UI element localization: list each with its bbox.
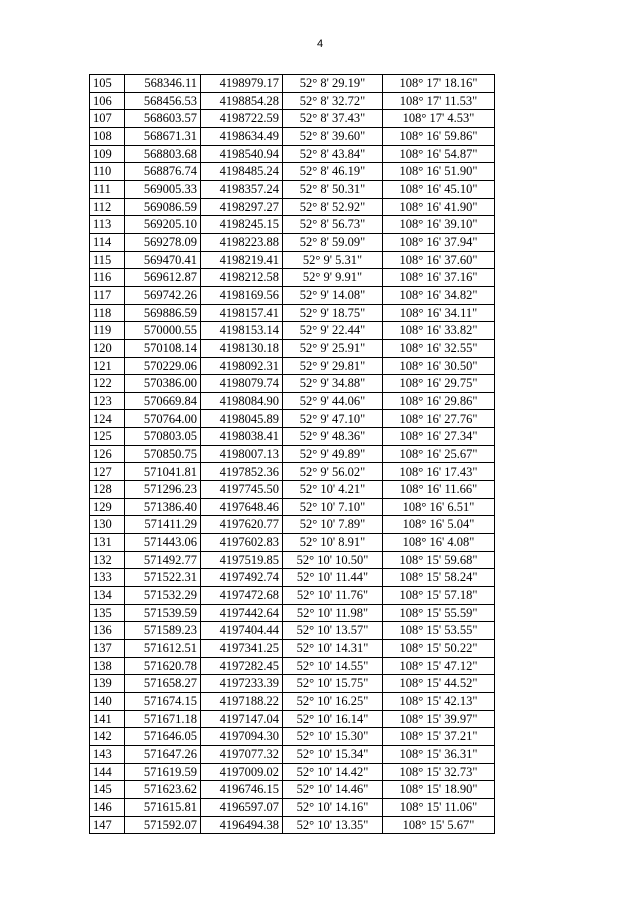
- table-row: [90, 357, 495, 375]
- longitude-cell: 108° 16' 37.94": [383, 233, 495, 251]
- x-coordinate-cell: 571674.15: [125, 692, 201, 710]
- longitude-cell: 108° 16' 5.04": [383, 516, 495, 534]
- latitude-cell: 52° 9' 14.08": [283, 286, 383, 304]
- y-coordinate-cell: 4196494.38: [201, 816, 283, 834]
- longitude-cell: 108° 15' 11.06": [383, 798, 495, 816]
- x-coordinate-cell: 569005.33: [125, 180, 201, 198]
- point-number-cell: 111: [90, 180, 125, 198]
- latitude-cell: 52° 10' 14.42": [283, 763, 383, 781]
- x-coordinate-cell: 570000.55: [125, 322, 201, 340]
- latitude-cell: 52° 10' 7.10": [283, 498, 383, 516]
- point-number-cell: 133: [90, 569, 125, 587]
- point-number-cell: 109: [90, 145, 125, 163]
- longitude-cell: 108° 16' 30.50": [383, 357, 495, 375]
- longitude-cell: 108° 15' 59.68": [383, 551, 495, 569]
- latitude-cell: 52° 10' 7.89": [283, 516, 383, 534]
- latitude-cell: 52° 10' 13.35": [283, 816, 383, 834]
- longitude-cell: 108° 16' 6.51": [383, 498, 495, 516]
- table-row: [90, 375, 495, 393]
- x-coordinate-cell: 569612.87: [125, 269, 201, 287]
- latitude-cell: 52° 10' 15.30": [283, 728, 383, 746]
- x-coordinate-cell: 568876.74: [125, 163, 201, 181]
- point-number-cell: 138: [90, 657, 125, 675]
- point-number-cell: 114: [90, 233, 125, 251]
- point-number-cell: 128: [90, 481, 125, 499]
- x-coordinate-cell: 571296.23: [125, 481, 201, 499]
- latitude-cell: 52° 10' 10.50": [283, 551, 383, 569]
- longitude-cell: 108° 16' 34.11": [383, 304, 495, 322]
- point-number-cell: 113: [90, 216, 125, 234]
- latitude-cell: 52° 10' 14.55": [283, 657, 383, 675]
- y-coordinate-cell: 4198212.58: [201, 269, 283, 287]
- table-row: [90, 392, 495, 410]
- table-row: [90, 498, 495, 516]
- x-coordinate-cell: 570386.00: [125, 375, 201, 393]
- latitude-cell: 52° 8' 59.09": [283, 233, 383, 251]
- table-row: [90, 75, 495, 93]
- latitude-cell: 52° 10' 13.57": [283, 622, 383, 640]
- x-coordinate-cell: 571589.23: [125, 622, 201, 640]
- point-number-cell: 120: [90, 339, 125, 357]
- latitude-cell: 52° 9' 49.89": [283, 445, 383, 463]
- x-coordinate-cell: 569086.59: [125, 198, 201, 216]
- y-coordinate-cell: 4197094.30: [201, 728, 283, 746]
- table-row: [90, 322, 495, 340]
- latitude-cell: 52° 9' 5.31": [283, 251, 383, 269]
- table-row: [90, 675, 495, 693]
- y-coordinate-cell: 4196746.15: [201, 781, 283, 799]
- table-row: [90, 745, 495, 763]
- longitude-cell: 108° 15' 32.73": [383, 763, 495, 781]
- point-number-cell: 132: [90, 551, 125, 569]
- point-number-cell: 117: [90, 286, 125, 304]
- table-row: [90, 516, 495, 534]
- y-coordinate-cell: 4198485.24: [201, 163, 283, 181]
- coordinates-table-body: [90, 75, 495, 834]
- x-coordinate-cell: 571612.51: [125, 640, 201, 658]
- y-coordinate-cell: 4198007.13: [201, 445, 283, 463]
- longitude-cell: 108° 16' 41.90": [383, 198, 495, 216]
- y-coordinate-cell: 4197009.02: [201, 763, 283, 781]
- x-coordinate-cell: 568803.68: [125, 145, 201, 163]
- latitude-cell: 52° 9' 44.06": [283, 392, 383, 410]
- longitude-cell: 108° 15' 39.97": [383, 710, 495, 728]
- latitude-cell: 52° 10' 11.98": [283, 604, 383, 622]
- longitude-cell: 108° 15' 37.21": [383, 728, 495, 746]
- x-coordinate-cell: 569205.10: [125, 216, 201, 234]
- y-coordinate-cell: 4197620.77: [201, 516, 283, 534]
- longitude-cell: 108° 15' 42.13": [383, 692, 495, 710]
- table-row: [90, 251, 495, 269]
- x-coordinate-cell: 571539.59: [125, 604, 201, 622]
- table-row: [90, 816, 495, 834]
- table-row: [90, 763, 495, 781]
- x-coordinate-cell: 570764.00: [125, 410, 201, 428]
- table-row: [90, 657, 495, 675]
- longitude-cell: 108° 15' 58.24": [383, 569, 495, 587]
- latitude-cell: 52° 10' 8.91": [283, 534, 383, 552]
- x-coordinate-cell: 570803.05: [125, 428, 201, 446]
- y-coordinate-cell: 4197188.22: [201, 692, 283, 710]
- latitude-cell: 52° 10' 4.21": [283, 481, 383, 499]
- longitude-cell: 108° 17' 18.16": [383, 75, 495, 93]
- longitude-cell: 108° 16' 59.86": [383, 127, 495, 145]
- longitude-cell: 108° 15' 53.55": [383, 622, 495, 640]
- longitude-cell: 108° 15' 50.22": [383, 640, 495, 658]
- x-coordinate-cell: 570229.06: [125, 357, 201, 375]
- point-number-cell: 130: [90, 516, 125, 534]
- longitude-cell: 108° 16' 34.82": [383, 286, 495, 304]
- latitude-cell: 52° 9' 29.81": [283, 357, 383, 375]
- longitude-cell: 108° 15' 44.52": [383, 675, 495, 693]
- y-coordinate-cell: 4198245.15: [201, 216, 283, 234]
- x-coordinate-cell: 568603.57: [125, 110, 201, 128]
- latitude-cell: 52° 8' 46.19": [283, 163, 383, 181]
- table-row: [90, 569, 495, 587]
- latitude-cell: 52° 9' 56.02": [283, 463, 383, 481]
- point-number-cell: 134: [90, 587, 125, 605]
- latitude-cell: 52° 10' 16.25": [283, 692, 383, 710]
- longitude-cell: 108° 15' 55.59": [383, 604, 495, 622]
- y-coordinate-cell: 4196597.07: [201, 798, 283, 816]
- x-coordinate-cell: 571620.78: [125, 657, 201, 675]
- point-number-cell: 119: [90, 322, 125, 340]
- longitude-cell: 108° 16' 37.60": [383, 251, 495, 269]
- y-coordinate-cell: 4198634.49: [201, 127, 283, 145]
- y-coordinate-cell: 4198079.74: [201, 375, 283, 393]
- table-row: [90, 781, 495, 799]
- x-coordinate-cell: 571041.81: [125, 463, 201, 481]
- x-coordinate-cell: 569278.09: [125, 233, 201, 251]
- point-number-cell: 112: [90, 198, 125, 216]
- table-row: [90, 587, 495, 605]
- x-coordinate-cell: 571658.27: [125, 675, 201, 693]
- y-coordinate-cell: 4197282.45: [201, 657, 283, 675]
- y-coordinate-cell: 4197852.36: [201, 463, 283, 481]
- y-coordinate-cell: 4197745.50: [201, 481, 283, 499]
- longitude-cell: 108° 16' 37.16": [383, 269, 495, 287]
- point-number-cell: 107: [90, 110, 125, 128]
- x-coordinate-cell: 571443.06: [125, 534, 201, 552]
- table-row: [90, 286, 495, 304]
- table-row: [90, 198, 495, 216]
- x-coordinate-cell: 570850.75: [125, 445, 201, 463]
- longitude-cell: 108° 16' 39.10": [383, 216, 495, 234]
- point-number-cell: 123: [90, 392, 125, 410]
- table-row: [90, 640, 495, 658]
- latitude-cell: 52° 8' 56.73": [283, 216, 383, 234]
- point-number-cell: 147: [90, 816, 125, 834]
- longitude-cell: 108° 16' 32.55": [383, 339, 495, 357]
- x-coordinate-cell: 571623.62: [125, 781, 201, 799]
- longitude-cell: 108° 16' 45.10": [383, 180, 495, 198]
- point-number-cell: 116: [90, 269, 125, 287]
- longitude-cell: 108° 16' 51.90": [383, 163, 495, 181]
- table-row: [90, 233, 495, 251]
- table-row: [90, 304, 495, 322]
- point-number-cell: 124: [90, 410, 125, 428]
- x-coordinate-cell: 571532.29: [125, 587, 201, 605]
- point-number-cell: 146: [90, 798, 125, 816]
- point-number-cell: 108: [90, 127, 125, 145]
- longitude-cell: 108° 16' 54.87": [383, 145, 495, 163]
- point-number-cell: 110: [90, 163, 125, 181]
- y-coordinate-cell: 4198854.28: [201, 92, 283, 110]
- y-coordinate-cell: 4198169.56: [201, 286, 283, 304]
- y-coordinate-cell: 4197404.44: [201, 622, 283, 640]
- table-row: [90, 692, 495, 710]
- latitude-cell: 52° 8' 39.60": [283, 127, 383, 145]
- y-coordinate-cell: 4198157.41: [201, 304, 283, 322]
- table-row: [90, 110, 495, 128]
- latitude-cell: 52° 9' 34.88": [283, 375, 383, 393]
- latitude-cell: 52° 10' 15.75": [283, 675, 383, 693]
- table-row: [90, 622, 495, 640]
- x-coordinate-cell: 571647.26: [125, 745, 201, 763]
- point-number-cell: 127: [90, 463, 125, 481]
- point-number-cell: 106: [90, 92, 125, 110]
- y-coordinate-cell: 4197341.25: [201, 640, 283, 658]
- x-coordinate-cell: 569742.26: [125, 286, 201, 304]
- table-row: [90, 728, 495, 746]
- x-coordinate-cell: 570669.84: [125, 392, 201, 410]
- latitude-cell: 52° 9' 25.91": [283, 339, 383, 357]
- point-number-cell: 137: [90, 640, 125, 658]
- point-number-cell: 143: [90, 745, 125, 763]
- y-coordinate-cell: 4198092.31: [201, 357, 283, 375]
- latitude-cell: 52° 9' 47.10": [283, 410, 383, 428]
- x-coordinate-cell: 568346.11: [125, 75, 201, 93]
- longitude-cell: 108° 15' 36.31": [383, 745, 495, 763]
- y-coordinate-cell: 4198153.14: [201, 322, 283, 340]
- latitude-cell: 52° 8' 29.19": [283, 75, 383, 93]
- point-number-cell: 118: [90, 304, 125, 322]
- point-number-cell: 140: [90, 692, 125, 710]
- table-row: [90, 92, 495, 110]
- point-number-cell: 131: [90, 534, 125, 552]
- x-coordinate-cell: 569470.41: [125, 251, 201, 269]
- point-number-cell: 144: [90, 763, 125, 781]
- latitude-cell: 52° 8' 50.31": [283, 180, 383, 198]
- latitude-cell: 52° 8' 43.84": [283, 145, 383, 163]
- longitude-cell: 108° 16' 27.34": [383, 428, 495, 446]
- longitude-cell: 108° 16' 27.76": [383, 410, 495, 428]
- latitude-cell: 52° 9' 18.75": [283, 304, 383, 322]
- table-row: [90, 163, 495, 181]
- y-coordinate-cell: 4198038.41: [201, 428, 283, 446]
- latitude-cell: 52° 10' 14.46": [283, 781, 383, 799]
- y-coordinate-cell: 4197077.32: [201, 745, 283, 763]
- longitude-cell: 108° 15' 18.90": [383, 781, 495, 799]
- table-row: [90, 339, 495, 357]
- y-coordinate-cell: 4198297.27: [201, 198, 283, 216]
- point-number-cell: 142: [90, 728, 125, 746]
- y-coordinate-cell: 4197147.04: [201, 710, 283, 728]
- point-number-cell: 105: [90, 75, 125, 93]
- longitude-cell: 108° 16' 4.08": [383, 534, 495, 552]
- longitude-cell: 108° 17' 11.53": [383, 92, 495, 110]
- point-number-cell: 126: [90, 445, 125, 463]
- x-coordinate-cell: 571619.59: [125, 763, 201, 781]
- latitude-cell: 52° 10' 14.31": [283, 640, 383, 658]
- table-row: [90, 180, 495, 198]
- y-coordinate-cell: 4197233.39: [201, 675, 283, 693]
- table-row: [90, 445, 495, 463]
- longitude-cell: 108° 16' 33.82": [383, 322, 495, 340]
- longitude-cell: 108° 16' 11.66": [383, 481, 495, 499]
- point-number-cell: 129: [90, 498, 125, 516]
- latitude-cell: 52° 8' 37.43": [283, 110, 383, 128]
- y-coordinate-cell: 4197519.85: [201, 551, 283, 569]
- latitude-cell: 52° 8' 52.92": [283, 198, 383, 216]
- x-coordinate-cell: 570108.14: [125, 339, 201, 357]
- y-coordinate-cell: 4198045.89: [201, 410, 283, 428]
- latitude-cell: 52° 10' 16.14": [283, 710, 383, 728]
- point-number-cell: 135: [90, 604, 125, 622]
- x-coordinate-cell: 571492.77: [125, 551, 201, 569]
- latitude-cell: 52° 10' 15.34": [283, 745, 383, 763]
- latitude-cell: 52° 9' 9.91": [283, 269, 383, 287]
- table-row: [90, 481, 495, 499]
- point-number-cell: 139: [90, 675, 125, 693]
- table-row: [90, 534, 495, 552]
- y-coordinate-cell: 4198722.59: [201, 110, 283, 128]
- y-coordinate-cell: 4197442.64: [201, 604, 283, 622]
- latitude-cell: 52° 10' 14.16": [283, 798, 383, 816]
- x-coordinate-cell: 571522.31: [125, 569, 201, 587]
- table-row: [90, 710, 495, 728]
- x-coordinate-cell: 571411.29: [125, 516, 201, 534]
- latitude-cell: 52° 10' 11.44": [283, 569, 383, 587]
- point-number-cell: 121: [90, 357, 125, 375]
- table-row: [90, 798, 495, 816]
- table-row: [90, 463, 495, 481]
- y-coordinate-cell: 4198357.24: [201, 180, 283, 198]
- y-coordinate-cell: 4197648.46: [201, 498, 283, 516]
- table-row: [90, 410, 495, 428]
- y-coordinate-cell: 4198130.18: [201, 339, 283, 357]
- point-number-cell: 125: [90, 428, 125, 446]
- table-row: [90, 127, 495, 145]
- y-coordinate-cell: 4197472.68: [201, 587, 283, 605]
- longitude-cell: 108° 16' 17.43": [383, 463, 495, 481]
- point-number-cell: 115: [90, 251, 125, 269]
- x-coordinate-cell: 571592.07: [125, 816, 201, 834]
- longitude-cell: 108° 16' 29.75": [383, 375, 495, 393]
- latitude-cell: 52° 10' 11.76": [283, 587, 383, 605]
- longitude-cell: 108° 16' 25.67": [383, 445, 495, 463]
- latitude-cell: 52° 9' 48.36": [283, 428, 383, 446]
- table-row: [90, 428, 495, 446]
- page-number: 4: [316, 38, 324, 50]
- x-coordinate-cell: 568671.31: [125, 127, 201, 145]
- latitude-cell: 52° 8' 32.72": [283, 92, 383, 110]
- table-row: [90, 216, 495, 234]
- table-row: [90, 551, 495, 569]
- table-row: [90, 604, 495, 622]
- longitude-cell: 108° 15' 57.18": [383, 587, 495, 605]
- y-coordinate-cell: 4198223.88: [201, 233, 283, 251]
- longitude-cell: 108° 16' 29.86": [383, 392, 495, 410]
- y-coordinate-cell: 4197602.83: [201, 534, 283, 552]
- x-coordinate-cell: 571615.81: [125, 798, 201, 816]
- y-coordinate-cell: 4198979.17: [201, 75, 283, 93]
- longitude-cell: 108° 17' 4.53": [383, 110, 495, 128]
- y-coordinate-cell: 4198084.90: [201, 392, 283, 410]
- longitude-cell: 108° 15' 47.12": [383, 657, 495, 675]
- table-row: [90, 269, 495, 287]
- y-coordinate-cell: 4198540.94: [201, 145, 283, 163]
- point-number-cell: 145: [90, 781, 125, 799]
- point-number-cell: 136: [90, 622, 125, 640]
- coordinates-table: [89, 74, 495, 834]
- x-coordinate-cell: 569886.59: [125, 304, 201, 322]
- y-coordinate-cell: 4197492.74: [201, 569, 283, 587]
- point-number-cell: 122: [90, 375, 125, 393]
- table-row: [90, 145, 495, 163]
- x-coordinate-cell: 571386.40: [125, 498, 201, 516]
- x-coordinate-cell: 568456.53: [125, 92, 201, 110]
- latitude-cell: 52° 9' 22.44": [283, 322, 383, 340]
- point-number-cell: 141: [90, 710, 125, 728]
- longitude-cell: 108° 15' 5.67": [383, 816, 495, 834]
- x-coordinate-cell: 571646.05: [125, 728, 201, 746]
- x-coordinate-cell: 571671.18: [125, 710, 201, 728]
- y-coordinate-cell: 4198219.41: [201, 251, 283, 269]
